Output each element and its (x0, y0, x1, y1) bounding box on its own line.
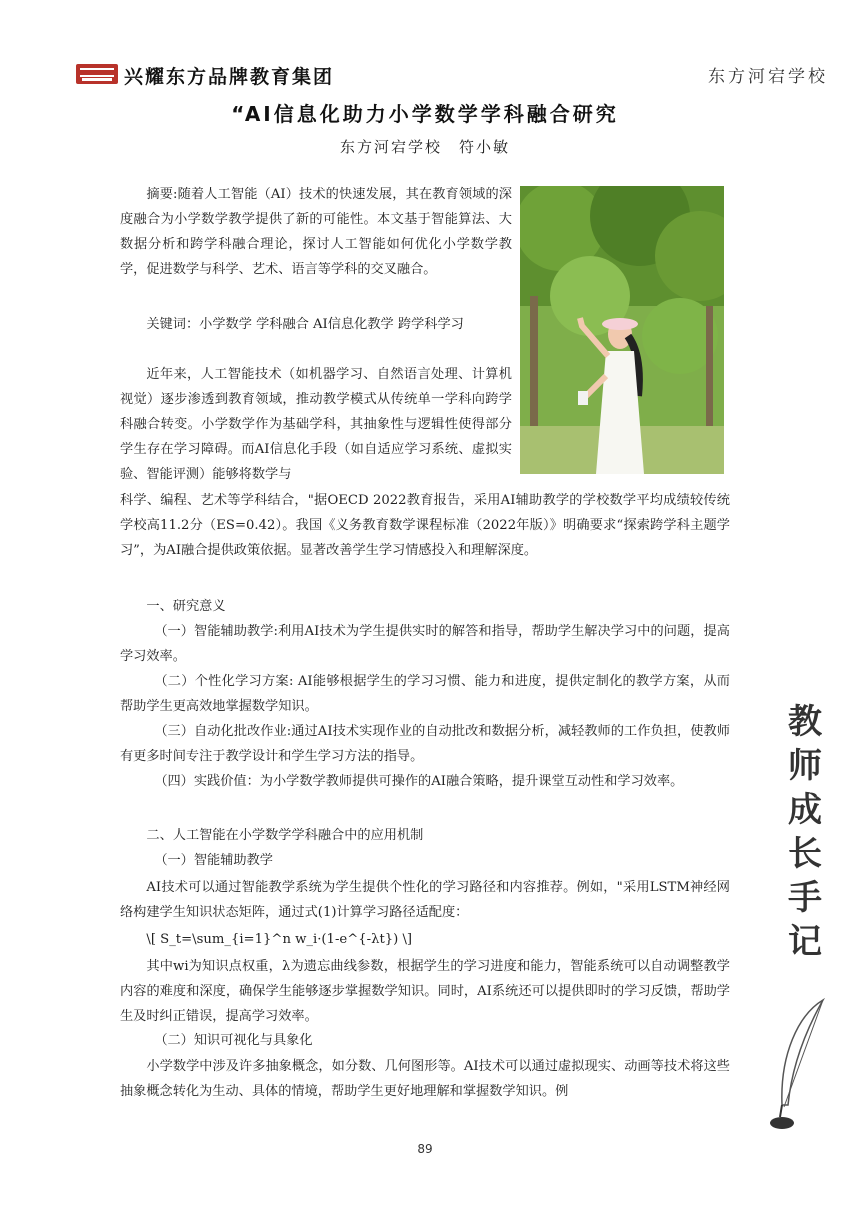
side-char: 成 (788, 790, 822, 830)
page-number: 89 (417, 1142, 433, 1156)
section2-subheading1: （一）智能辅助教学 (154, 853, 273, 868)
group-name: 兴耀东方品牌教育集团 (124, 66, 335, 88)
section1-item2: （二）个性化学习方案: AI能够根据学生的学习习惯、能力和进度，提供定制化的教学方案，从而帮助学生更高效地掌握数学知识。 (120, 674, 730, 714)
section1-item4: （四）实践价值：为小学数学教师提供可操作的AI融合策略，提升课堂互动性和学习效率。 (154, 774, 684, 789)
section1-item3: （三）自动化批改作业:通过AI技术实现作业的自动批改和数据分析，减轻教师的工作负担，使教师有更多时间专注于教学设计和学生学习方法的指导。 (120, 724, 730, 764)
section2-paragraph3: 小学数学中涉及许多抽象概念，如分数、几何图形等。AI技术可以通过虚拟现实、动画等技术将这些抽象概念转化为生动、具体的情境，帮助学生更好地理解和掌握数学知识。例 (120, 1059, 730, 1099)
intro-paragraph-part2: 科学、编程、艺术等学科结合，"据OECD 2022教育报告，采用AI辅助教学的学校数学平均成绩较传统学校高11.2分（ES=0.42）。我国《义务教育数学课程标准（2022年版）》明确要求“探索跨学科主题学习”，为AI融合提供政策依据。显著改善学生学习情感投入和理解深度。 (120, 493, 730, 558)
side-calligraphy (780, 700, 830, 964)
abstract-paragraph: 摘要:随着人工智能（AI）技术的快速发展，其在教育领域的深度融合为小学数学教学提供了新的可能性。本文基于智能算法、大数据分析和跨学科融合理论，探讨人工智能如何优化小学数学教学，促进数学与科学、艺术、语言等学科的交叉融合。 (120, 187, 512, 277)
side-char: 记 (788, 922, 822, 962)
author-photo (520, 186, 724, 474)
quill-icon (768, 995, 828, 1135)
page-title: “AI信息化助力小学数学学科融合研究 (231, 102, 619, 126)
byline: 东方河宕学校 符小敏 (339, 138, 510, 156)
keywords-paragraph: 关键词：小学数学 学科融合 AI信息化教学 跨学科学习 (146, 317, 464, 332)
section2-heading: 二、人工智能在小学数学学科融合中的应用机制 (146, 828, 424, 843)
side-char: 手 (788, 878, 822, 918)
side-char: 师 (788, 746, 822, 786)
side-char: 长 (788, 834, 822, 874)
formula: \[ S_t=\sum_{i=1}^n w_i·(1-e^{-λt}) \] (146, 932, 413, 947)
section2-paragraph1: AI技术可以通过智能教学系统为学生提供个性化的学习路径和内容推荐。例如，"采用LSTM神经网络构建学生知识状态矩阵，通过式(1)计算学习路径适配度： (120, 880, 730, 920)
section2-paragraph2: 其中wi为知识点权重，λ为遗忘曲线参数，根据学生的学习进度和能力，智能系统可以自动调整教学内容的难度和深度，确保学生能够逐步掌握数学知识。同时，AI系统还可以提供即时的学习反馈，帮助学生及时纠正错误，提高学习效率。 (120, 959, 730, 1024)
group-logo-icon (76, 64, 118, 84)
side-char: 教 (788, 702, 822, 742)
section1-heading: 一、研究意义 (146, 599, 226, 614)
section2-subheading2: （二）知识可视化与具象化 (154, 1033, 313, 1048)
intro-paragraph-part1: 近年来，人工智能技术（如机器学习、自然语言处理、计算机视觉）逐步渗透到教育领域，推动教学模式从传统单一学科向跨学科融合转变。小学数学作为基础学科，其抽象性与逻辑性使得部分学生存在学习障碍。而AI信息化手段（如自适应学习系统、虚拟实验、智能评测）能够将数学与 (120, 367, 512, 482)
header-school: 东方河宕学校 (708, 67, 828, 87)
section1-item1: （一）智能辅助教学:利用AI技术为学生提供实时的解答和指导，帮助学生解决学习中的问题，提高学习效率。 (120, 624, 730, 664)
